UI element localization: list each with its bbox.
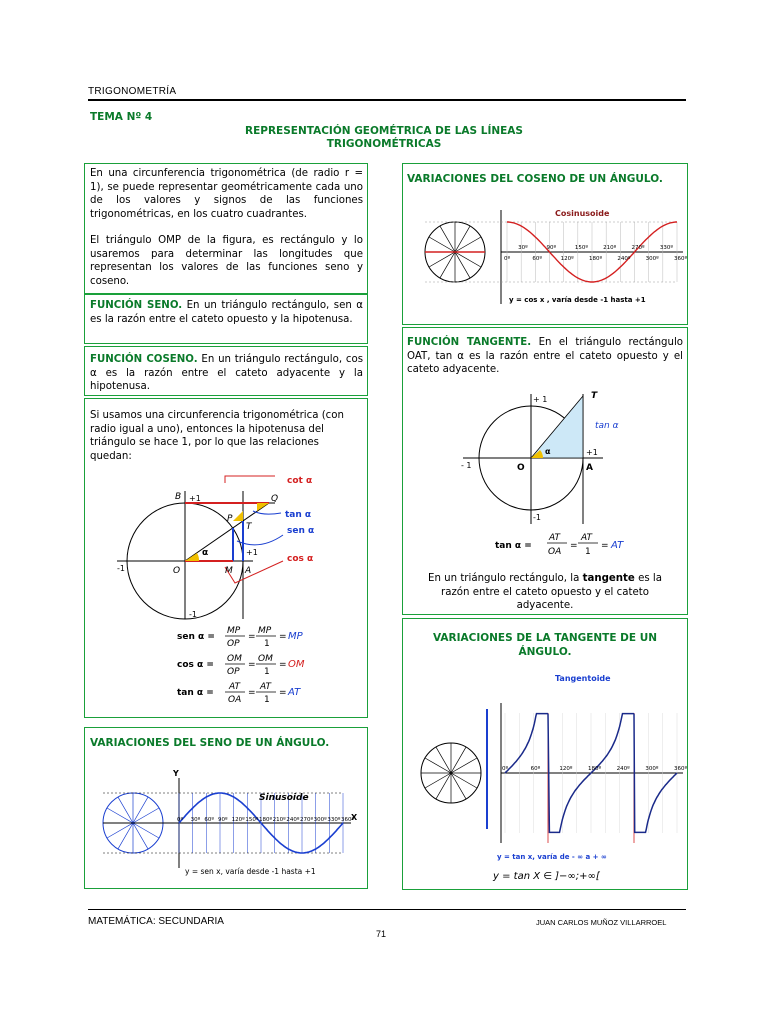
tan-label-plus1-top: + 1 xyxy=(533,395,548,404)
label-tan: tan α xyxy=(285,510,312,520)
sine-tick-label: 300º xyxy=(313,817,327,823)
circle-spoke xyxy=(455,226,470,252)
unit-circle-diagram xyxy=(85,471,367,631)
triangle-OAT xyxy=(531,396,583,458)
label-minus1-left: -1 xyxy=(117,564,125,573)
header-rule xyxy=(88,99,686,101)
label-minus1-bottom: -1 xyxy=(189,610,197,619)
tangent-definition xyxy=(407,336,683,377)
label-M: M xyxy=(225,566,233,576)
cot-arrow xyxy=(225,476,275,483)
footer-author: JUAN CARLOS MUÑOZ VILLARROEL xyxy=(536,918,667,927)
label-P: P xyxy=(227,514,233,524)
label-alpha: α xyxy=(202,548,209,558)
cosinusoide-chart xyxy=(407,204,687,314)
sine-tick-label: 270º xyxy=(300,817,314,823)
sin-den1: OP xyxy=(227,639,240,649)
cos-den1: OP xyxy=(227,667,240,677)
tan-label-minus1-left: - 1 xyxy=(461,461,472,470)
sin-num2: MP xyxy=(258,626,272,636)
intro-box xyxy=(84,163,368,294)
cos-result: OM xyxy=(288,659,305,670)
tan-domain: y = tan X ∈ ]−∞;+∞[ xyxy=(493,871,600,882)
tangentoide-chart xyxy=(405,669,687,889)
tangent-definition-box xyxy=(402,327,688,615)
cosine-definition xyxy=(90,353,363,394)
sinusoide-chart xyxy=(93,768,363,883)
sine-chart-title: Sinusoide xyxy=(259,793,309,803)
tangent-label: FUNCIÓN TANGENTE. xyxy=(407,337,532,348)
tan-tick-label: 0º xyxy=(502,766,509,772)
tangent-tick-labels xyxy=(502,765,687,772)
cos-tick-label: 0º xyxy=(504,256,511,262)
tan-branch xyxy=(505,714,548,773)
circle-spoke xyxy=(118,797,133,823)
sin-den2: 1 xyxy=(264,639,270,649)
title-line-1: REPRESENTACIÓN GEOMÉTRICA DE LAS LÍNEAS xyxy=(245,125,523,137)
tan-label-A: A xyxy=(586,463,593,473)
tangent-gridlines xyxy=(505,713,677,843)
circle-spoke xyxy=(455,252,481,267)
tan2-num2: AT xyxy=(581,533,592,543)
cos-num1: OM xyxy=(227,654,242,664)
sin-eq2: = xyxy=(279,632,287,642)
title-line-2: TRIGONOMÉTRICAS xyxy=(326,138,442,150)
angle-alpha-fill xyxy=(185,553,199,561)
label-Q: Q xyxy=(271,494,279,504)
cos-eq2: = xyxy=(279,660,287,670)
sin-num1: MP xyxy=(227,626,241,636)
cosine-variation-box xyxy=(402,163,688,325)
sin-lhs: sen α = xyxy=(177,632,215,642)
intro-paragraph-1: En una circunferencia trigonométrica (de radio r = 1), se puede representar geométricamente cada uno de los valores y signos de las funciones trigonométricas, en los cuatro cuadrantes. xyxy=(90,168,363,220)
tan-den1: OA xyxy=(228,695,242,705)
cos-chart-title: Cosinusoide xyxy=(555,209,610,218)
sine-tick-label: 180º xyxy=(259,817,273,823)
tan-chart-title: Tangentoide xyxy=(555,674,611,683)
angle-top-fill xyxy=(233,511,243,521)
tan2-lhs: tan α = xyxy=(495,541,532,551)
cos-arrow xyxy=(225,561,283,583)
tan-label-minus1-bottom: -1 xyxy=(533,513,541,522)
sine-tick-labels xyxy=(177,816,354,823)
tan-eq2: = xyxy=(279,688,287,698)
formula-block xyxy=(125,623,355,711)
cos-tick-label: 90º xyxy=(546,245,557,251)
label-T: T xyxy=(246,522,252,532)
sine-tick-label: 90º xyxy=(218,817,228,823)
circle-spoke xyxy=(107,808,133,823)
tan-tick-label: 60º xyxy=(530,766,541,772)
sine-variation-heading: VARIACIONES DEL SENO DE UN ÁNGULO. xyxy=(90,737,330,749)
circle-spoke xyxy=(451,773,466,799)
cos-tick-label: 30º xyxy=(518,245,528,251)
sine-text: En un triángulo rectángulo, sen α es la razón entre el cateto opuesto y la hipotenusa. xyxy=(90,300,363,325)
label-O: O xyxy=(173,566,181,576)
circle-spoke xyxy=(133,823,159,838)
tan-var-heading-line2: ÁNGULO. xyxy=(518,646,572,658)
sine-tick-label: 210º xyxy=(272,817,286,823)
sine-y-label: Y xyxy=(173,769,179,778)
tan-tick-label: 180º xyxy=(588,766,602,772)
cosine-variation-heading: VARIACIONES DEL COSENO DE UN ÁNGULO. xyxy=(407,173,663,185)
sine-tick-label: 30º xyxy=(190,817,201,823)
footer-course: MATEMÁTICA: SECUNDARIA xyxy=(88,916,224,927)
running-header: TRIGONOMETRÍA xyxy=(88,86,177,97)
tan-summary-bold: tangente xyxy=(582,573,635,584)
tan2-den2: 1 xyxy=(585,547,591,557)
tan-caption: y = tan x, varía de - ∞ a + ∞ xyxy=(497,853,607,861)
circle-spoke xyxy=(440,226,455,252)
tan2-eq2: = xyxy=(601,541,609,551)
circle-spoke xyxy=(436,747,451,773)
sine-tick-label: 60º xyxy=(204,817,214,823)
sine-definition xyxy=(90,299,363,326)
page-number: 71 xyxy=(376,929,387,939)
sine-tick-label: 150º xyxy=(245,817,259,823)
tan2-eq1: = xyxy=(570,541,578,551)
cosine-text: En un triángulo rectángulo, cos α es la razón entre el cateto adyacente y la hipotenusa. xyxy=(90,354,363,393)
tan-tick-label: 120º xyxy=(559,766,573,772)
tan2-result: AT xyxy=(611,540,624,551)
trig-formulas xyxy=(125,623,365,715)
circle-spoke xyxy=(451,773,477,788)
label-A: A xyxy=(245,566,252,576)
cosine-formula xyxy=(177,654,305,677)
circle-spoke xyxy=(436,773,451,799)
tan-den2: 1 xyxy=(264,695,270,705)
sine-variation-box xyxy=(84,727,368,889)
cos-tick-label: 60º xyxy=(532,256,542,262)
cos-den2: 1 xyxy=(264,667,270,677)
label-cot: cot α xyxy=(287,476,313,486)
label-cos: cos α xyxy=(287,554,314,564)
circle-spoke xyxy=(133,823,148,849)
circle-spoke xyxy=(429,252,455,267)
tan-num2: AT xyxy=(260,682,271,692)
intro-paragraph-2: El triángulo OMP de la figura, es rectángulo y lo usaremos para determinar las longitudes que representan los valores de las funciones seno y coseno. xyxy=(90,235,363,287)
cosine-label: FUNCIÓN COSENO. xyxy=(90,354,198,365)
sine-label: FUNCIÓN SENO. xyxy=(90,300,183,311)
tan-eq1: = xyxy=(248,688,256,698)
sine-caption: y = sen x, varía desde -1 hasta +1 xyxy=(185,867,316,876)
tan-var-heading-line1: VARIACIONES DE LA TANGENTE DE UN xyxy=(432,632,658,644)
tan-formula xyxy=(493,528,643,562)
circle-spoke xyxy=(425,773,451,788)
circle-spoke xyxy=(451,758,477,773)
circle-spoke xyxy=(133,797,148,823)
label-plus1-right: +1 xyxy=(246,548,258,557)
cos-tick-label: 300º xyxy=(645,256,659,262)
tan-summary-part2: es la razón entre el cateto opuesto y el cateto adyacente. xyxy=(441,573,662,612)
cos-num2: OM xyxy=(258,654,273,664)
tan-label-O: O xyxy=(517,463,525,473)
circle-spoke xyxy=(425,758,451,773)
label-B: B xyxy=(175,492,182,502)
tan-summary-part1: En un triángulo rectángulo, la xyxy=(428,573,580,584)
tan-tick-label: 240º xyxy=(616,766,630,772)
tan2-num1: AT xyxy=(549,533,560,543)
tan-label-plus1-right: +1 xyxy=(586,448,598,457)
circle-spoke xyxy=(107,823,133,838)
sine-tick-label: 330º xyxy=(327,817,341,823)
circle-spoke xyxy=(429,237,455,252)
label-plus1-top: +1 xyxy=(189,494,201,503)
cos-tick-label: 180º xyxy=(589,256,603,262)
cos-tick-label: 270º xyxy=(631,245,645,251)
tan-result: AT xyxy=(288,687,301,698)
tan-tick-label: 360º xyxy=(674,766,687,772)
circle-spoke xyxy=(455,252,470,278)
circle-spoke xyxy=(455,237,481,252)
tangent-formula xyxy=(177,682,301,705)
cos-tick-label: 150º xyxy=(574,245,588,251)
sine-tick-label: 240º xyxy=(286,817,300,823)
cos-tick-label: 360º xyxy=(674,256,687,262)
page-title xyxy=(200,125,568,151)
topic-number: TEMA Nº 4 xyxy=(90,111,153,123)
sine-definition-box xyxy=(84,294,368,344)
sine-formula xyxy=(177,626,304,649)
cos-lhs: cos α = xyxy=(177,660,214,670)
tangent-variation-heading xyxy=(403,631,687,659)
tangent-text: En el triángulo rectángulo OAT, tan α es la razón entre el cateto opuesto y el cateto adyacente. xyxy=(407,337,684,376)
sin-eq1: = xyxy=(248,632,256,642)
cos-tick-label: 330º xyxy=(659,245,673,251)
sine-x-label: X xyxy=(351,813,358,822)
unit-circle-box xyxy=(84,398,368,718)
cosine-definition-box xyxy=(84,346,368,396)
sine-tick-label: 120º xyxy=(231,817,245,823)
footer-rule xyxy=(88,909,686,910)
tan-lhs: tan α = xyxy=(177,688,214,698)
circle-spoke xyxy=(440,252,455,278)
tan-label-T: T xyxy=(591,391,598,401)
circle-spoke xyxy=(451,747,466,773)
label-sen: sen α xyxy=(287,526,315,536)
tan-tick-label: 300º xyxy=(645,766,659,772)
tan-num1: AT xyxy=(229,682,240,692)
tan2-den1: OA xyxy=(548,547,562,557)
tan-label-alpha: α xyxy=(545,447,551,456)
sine-tick-label: 360º xyxy=(341,817,355,823)
circle-spoke xyxy=(118,823,133,849)
cos-tick-label: 210º xyxy=(603,245,617,251)
circle-spoke xyxy=(133,808,159,823)
unit-circle-text: Si usamos una circunferencia trigonométrica (con radio igual a uno), entonces la hipotenusa del triángulo se hace 1, por lo que las relaciones quedan: xyxy=(90,410,344,462)
sine-tick-label: 0º xyxy=(177,817,184,823)
cos-caption: y = cos x , varía desde -1 hasta +1 xyxy=(509,296,646,304)
tan-label-tanalpha: tan α xyxy=(595,421,619,431)
cos-tick-label: 120º xyxy=(560,256,574,262)
sin-result: MP xyxy=(288,631,303,642)
tangent-variation-box xyxy=(402,618,688,890)
cosine-tick-labels xyxy=(504,244,687,262)
cos-eq1: = xyxy=(248,660,256,670)
tangent-summary xyxy=(413,572,677,613)
cos-tick-label: 240º xyxy=(617,256,631,262)
tangent-diagram xyxy=(443,386,653,536)
